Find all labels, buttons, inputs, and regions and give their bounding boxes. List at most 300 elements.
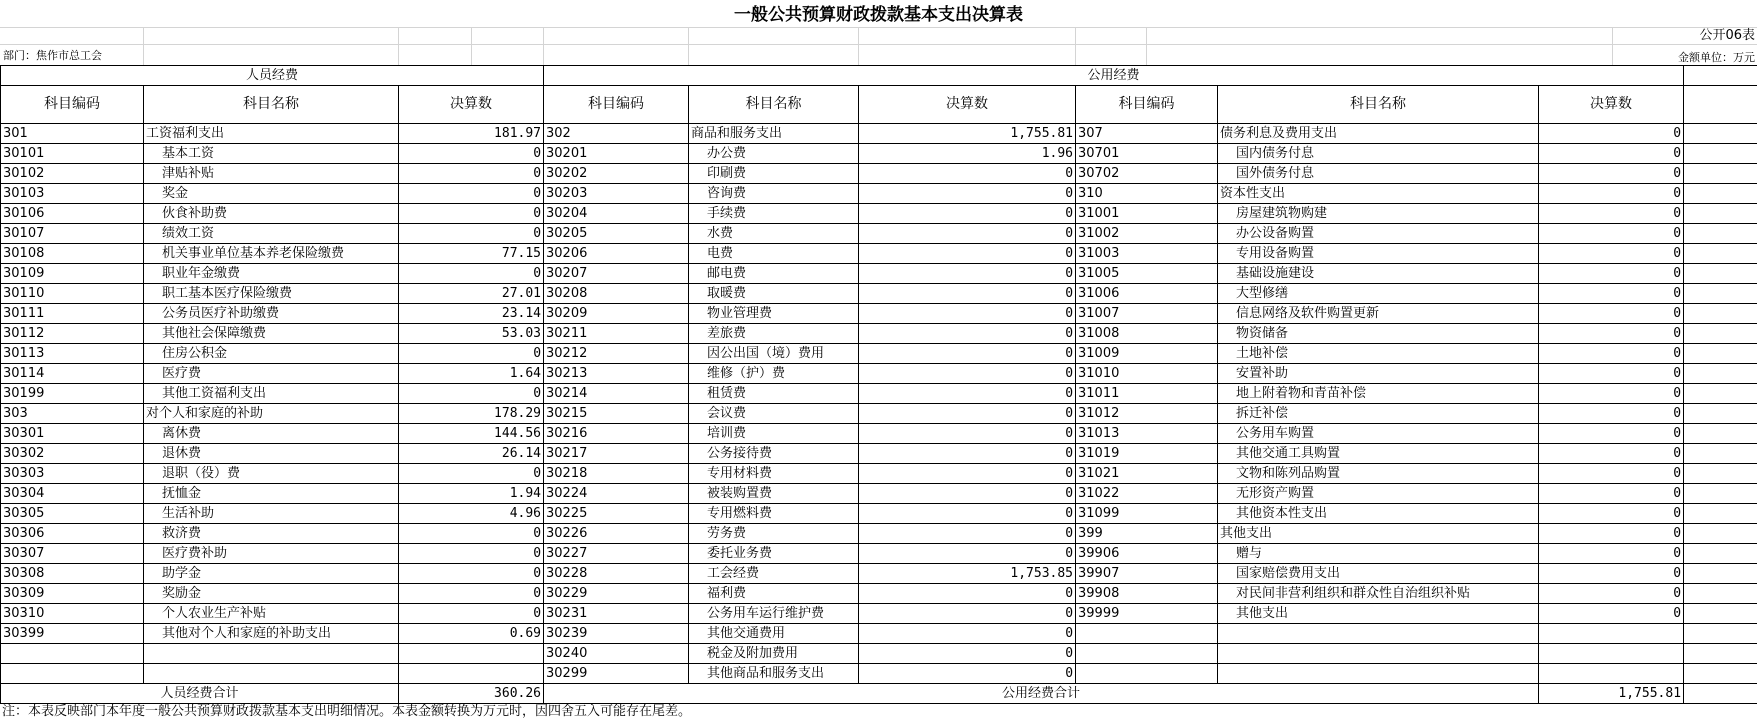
item-name — [1218, 624, 1539, 644]
table-row — [1, 484, 1757, 504]
item-amount: 0 — [399, 204, 544, 224]
item-name: 其他工资福利支出 — [144, 384, 399, 404]
item-code: 30109 — [1, 264, 144, 284]
item-code: 30211 — [544, 324, 689, 344]
empty-cell — [1684, 144, 1757, 164]
group-header-row — [1, 66, 1757, 86]
item-name: 伙食补助费 — [144, 204, 399, 224]
empty-cell — [1684, 404, 1757, 424]
table-row — [1, 224, 1757, 244]
group-personnel: 人员经费 — [1, 66, 544, 86]
item-name: 其他对个人和家庭的补助支出 — [144, 624, 399, 644]
item-amount: 0 — [1539, 424, 1684, 444]
item-amount: 0 — [1539, 144, 1684, 164]
item-amount: 23.14 — [399, 304, 544, 324]
header-code: 科目编码 — [544, 86, 689, 124]
item-code: 30215 — [544, 404, 689, 424]
item-code: 30225 — [544, 504, 689, 524]
item-name: 退休费 — [144, 444, 399, 464]
item-name: 工资福利支出 — [144, 124, 399, 144]
item-code: 399 — [1076, 524, 1218, 544]
item-amount: 53.03 — [399, 324, 544, 344]
item-code: 31007 — [1076, 304, 1218, 324]
item-amount — [399, 664, 544, 684]
item-name: 专用燃料费 — [689, 504, 859, 524]
item-amount: 0 — [399, 164, 544, 184]
item-code: 30304 — [1, 484, 144, 504]
item-code: 30204 — [544, 204, 689, 224]
item-amount: 0 — [1539, 464, 1684, 484]
item-name: 抚恤金 — [144, 484, 399, 504]
personnel-total-amount: 360.26 — [399, 684, 544, 704]
item-amount: 1,753.85 — [859, 564, 1076, 584]
item-name: 无形资产购置 — [1218, 484, 1539, 504]
unit-label: 金额单位：万元 — [1678, 51, 1755, 64]
item-name: 其他资本性支出 — [1218, 504, 1539, 524]
item-code: 302 — [544, 124, 689, 144]
item-code: 31011 — [1076, 384, 1218, 404]
item-amount: 0 — [399, 464, 544, 484]
item-name: 对民间非营利组织和群众性自治组织补贴 — [1218, 584, 1539, 604]
item-name: 专用设备购置 — [1218, 244, 1539, 264]
empty-cell — [1684, 364, 1757, 384]
item-code: 30226 — [544, 524, 689, 544]
item-code: 30217 — [544, 444, 689, 464]
table-row — [1, 244, 1757, 264]
item-code: 30231 — [544, 604, 689, 624]
item-name: 住房公积金 — [144, 344, 399, 364]
header-code: 科目编码 — [1076, 86, 1218, 124]
item-amount: 0 — [859, 264, 1076, 284]
table-row — [1, 344, 1757, 364]
item-name: 地上附着物和青苗补偿 — [1218, 384, 1539, 404]
item-code: 31013 — [1076, 424, 1218, 444]
item-amount: 0 — [399, 524, 544, 544]
item-name: 培训费 — [689, 424, 859, 444]
item-amount: 0 — [1539, 264, 1684, 284]
item-amount: 0 — [1539, 384, 1684, 404]
table-row — [1, 564, 1757, 584]
item-amount: 0 — [1539, 304, 1684, 324]
gridline — [543, 27, 544, 65]
empty-cell — [1684, 124, 1757, 144]
table-row — [1, 444, 1757, 464]
item-amount: 0 — [399, 544, 544, 564]
header-name: 科目名称 — [1218, 86, 1539, 124]
item-name: 印刷费 — [689, 164, 859, 184]
item-name: 会议费 — [689, 404, 859, 424]
item-code: 39908 — [1076, 584, 1218, 604]
table-row — [1, 424, 1757, 444]
item-code: 30216 — [544, 424, 689, 444]
item-name — [1218, 664, 1539, 684]
item-amount: 0 — [1539, 504, 1684, 524]
item-code — [1, 664, 144, 684]
item-code: 30306 — [1, 524, 144, 544]
table-row — [1, 164, 1757, 184]
item-code: 30114 — [1, 364, 144, 384]
item-amount: 0 — [399, 144, 544, 164]
item-name: 奖励金 — [144, 584, 399, 604]
item-code: 30203 — [544, 184, 689, 204]
item-name: 拆迁补偿 — [1218, 404, 1539, 424]
item-amount: 144.56 — [399, 424, 544, 444]
item-amount: 0 — [1539, 444, 1684, 464]
item-name: 维修（护）费 — [689, 364, 859, 384]
item-code — [1076, 624, 1218, 644]
gridline — [1075, 27, 1076, 65]
item-amount: 0 — [859, 244, 1076, 264]
item-amount: 0 — [859, 364, 1076, 384]
item-code: 310 — [1076, 184, 1218, 204]
item-name: 生活补助 — [144, 504, 399, 524]
item-name: 公务用车购置 — [1218, 424, 1539, 444]
empty-cell — [1684, 324, 1757, 344]
item-code: 30228 — [544, 564, 689, 584]
item-code: 30308 — [1, 564, 144, 584]
table-row — [1, 204, 1757, 224]
item-code: 30227 — [544, 544, 689, 564]
item-amount: 0 — [859, 624, 1076, 644]
item-code: 31019 — [1076, 444, 1218, 464]
table-row — [1, 664, 1757, 684]
item-amount — [399, 644, 544, 664]
empty-cell — [1684, 344, 1757, 364]
gridline — [471, 27, 472, 65]
table-row — [1, 504, 1757, 524]
item-amount: 0 — [399, 344, 544, 364]
item-name: 电费 — [689, 244, 859, 264]
item-amount: 0 — [399, 184, 544, 204]
item-name: 个人农业生产补贴 — [144, 604, 399, 624]
public-total-amount: 1,755.81 — [1539, 684, 1684, 704]
item-code: 301 — [1, 124, 144, 144]
item-amount: 0 — [859, 484, 1076, 504]
item-amount: 0 — [859, 444, 1076, 464]
item-name: 因公出国（境）费用 — [689, 344, 859, 364]
empty-cell — [1684, 564, 1757, 584]
item-amount: 0 — [399, 264, 544, 284]
item-amount: 0 — [399, 224, 544, 244]
item-code — [1076, 664, 1218, 684]
empty-cell — [1684, 66, 1757, 86]
item-name: 其他支出 — [1218, 524, 1539, 544]
item-name: 其他交通费用 — [689, 624, 859, 644]
item-amount: 0 — [859, 284, 1076, 304]
expenditure-table — [0, 65, 1757, 704]
item-amount: 0 — [859, 344, 1076, 364]
item-name: 水费 — [689, 224, 859, 244]
item-code: 303 — [1, 404, 144, 424]
item-name: 医疗费补助 — [144, 544, 399, 564]
column-header-row — [1, 86, 1757, 124]
item-code: 30206 — [544, 244, 689, 264]
gridline — [143, 27, 144, 65]
item-code: 31010 — [1076, 364, 1218, 384]
item-amount: 0 — [859, 464, 1076, 484]
header-amount: 决算数 — [399, 86, 544, 124]
item-amount: 0 — [1539, 584, 1684, 604]
item-amount: 0 — [1539, 364, 1684, 384]
item-name: 被装购置费 — [689, 484, 859, 504]
item-code: 30209 — [544, 304, 689, 324]
empty-cell — [1684, 244, 1757, 264]
item-code: 30110 — [1, 284, 144, 304]
table-row — [1, 644, 1757, 664]
empty-cell — [1684, 284, 1757, 304]
item-amount: 0 — [399, 584, 544, 604]
empty-cell — [1684, 384, 1757, 404]
table-row — [1, 584, 1757, 604]
item-name: 福利费 — [689, 584, 859, 604]
item-code: 31006 — [1076, 284, 1218, 304]
item-amount: 1.96 — [859, 144, 1076, 164]
item-amount: 0 — [859, 224, 1076, 244]
item-code: 30240 — [544, 644, 689, 664]
empty-cell — [1684, 164, 1757, 184]
table-row — [1, 464, 1757, 484]
item-amount — [1539, 624, 1684, 644]
table-row — [1, 264, 1757, 284]
gridline — [398, 27, 399, 65]
gridline — [1146, 27, 1147, 65]
item-code: 30224 — [544, 484, 689, 504]
empty-cell — [1684, 664, 1757, 684]
item-name: 其他商品和服务支出 — [689, 664, 859, 684]
item-amount: 0 — [1539, 284, 1684, 304]
item-amount: 0 — [1539, 324, 1684, 344]
item-code: 30299 — [544, 664, 689, 684]
item-name: 大型修缮 — [1218, 284, 1539, 304]
gridline — [1612, 27, 1613, 65]
empty-cell — [1684, 224, 1757, 244]
item-code: 30213 — [544, 364, 689, 384]
item-code: 30214 — [544, 384, 689, 404]
item-amount: 0 — [859, 324, 1076, 344]
item-name: 专用材料费 — [689, 464, 859, 484]
empty-cell — [1684, 464, 1757, 484]
item-code: 30108 — [1, 244, 144, 264]
item-name: 国外债务付息 — [1218, 164, 1539, 184]
item-name: 办公设备购置 — [1218, 224, 1539, 244]
item-code: 30229 — [544, 584, 689, 604]
item-code: 30310 — [1, 604, 144, 624]
group-public: 公用经费 — [544, 66, 1684, 86]
item-name: 助学金 — [144, 564, 399, 584]
item-name: 租赁费 — [689, 384, 859, 404]
item-amount: 0 — [399, 604, 544, 624]
item-amount: 0 — [1539, 544, 1684, 564]
item-code: 31022 — [1076, 484, 1218, 504]
item-code: 30112 — [1, 324, 144, 344]
item-name: 救济费 — [144, 524, 399, 544]
item-code: 31002 — [1076, 224, 1218, 244]
empty-cell — [1684, 644, 1757, 664]
item-amount: 0 — [1539, 404, 1684, 424]
item-name: 职工基本医疗保险缴费 — [144, 284, 399, 304]
empty-cell — [1684, 584, 1757, 604]
item-code: 31021 — [1076, 464, 1218, 484]
empty-cell — [1684, 484, 1757, 504]
item-amount: 27.01 — [399, 284, 544, 304]
item-amount: 0 — [399, 384, 544, 404]
item-code: 307 — [1076, 124, 1218, 144]
empty-cell — [1684, 444, 1757, 464]
item-name: 商品和服务支出 — [689, 124, 859, 144]
item-name — [1218, 644, 1539, 664]
item-amount: 181.97 — [399, 124, 544, 144]
item-name: 物业管理费 — [689, 304, 859, 324]
table-row — [1, 124, 1757, 144]
item-code: 30302 — [1, 444, 144, 464]
item-code: 30702 — [1076, 164, 1218, 184]
item-amount: 0 — [1539, 224, 1684, 244]
item-amount: 0 — [1539, 604, 1684, 624]
item-name: 医疗费 — [144, 364, 399, 384]
item-code: 30399 — [1, 624, 144, 644]
item-name: 公务员医疗补助缴费 — [144, 304, 399, 324]
item-name: 安置补助 — [1218, 364, 1539, 384]
item-code: 30106 — [1, 204, 144, 224]
item-code: 30205 — [544, 224, 689, 244]
item-name: 对个人和家庭的补助 — [144, 404, 399, 424]
table-row — [1, 404, 1757, 424]
item-amount: 0 — [859, 424, 1076, 444]
item-code — [1076, 644, 1218, 664]
item-name: 奖金 — [144, 184, 399, 204]
item-code: 30301 — [1, 424, 144, 444]
item-name: 基本工资 — [144, 144, 399, 164]
header-name: 科目名称 — [144, 86, 399, 124]
item-name: 土地补偿 — [1218, 344, 1539, 364]
item-name: 咨询费 — [689, 184, 859, 204]
item-name: 赠与 — [1218, 544, 1539, 564]
item-name — [144, 644, 399, 664]
item-amount: 0 — [1539, 184, 1684, 204]
table-row — [1, 624, 1757, 644]
item-code: 30202 — [544, 164, 689, 184]
item-code: 30701 — [1076, 144, 1218, 164]
item-code: 30207 — [544, 264, 689, 284]
header-amount: 决算数 — [859, 86, 1076, 124]
item-code: 30303 — [1, 464, 144, 484]
item-code: 30309 — [1, 584, 144, 604]
header-amount: 决算数 — [1539, 86, 1684, 124]
item-code: 39906 — [1076, 544, 1218, 564]
empty-cell — [1684, 544, 1757, 564]
item-code: 30107 — [1, 224, 144, 244]
item-amount: 0 — [1539, 164, 1684, 184]
item-code: 31005 — [1076, 264, 1218, 284]
item-code: 30201 — [544, 144, 689, 164]
item-name: 债务利息及费用支出 — [1218, 124, 1539, 144]
item-amount: 0 — [859, 604, 1076, 624]
table-row — [1, 184, 1757, 204]
item-name: 国内债务付息 — [1218, 144, 1539, 164]
item-amount: 0 — [859, 664, 1076, 684]
empty-cell — [1684, 524, 1757, 544]
header-name: 科目名称 — [689, 86, 859, 124]
item-code: 31001 — [1076, 204, 1218, 224]
department-label: 部门：焦作市总工会 — [3, 49, 102, 62]
item-code: 30101 — [1, 144, 144, 164]
item-code: 31008 — [1076, 324, 1218, 344]
item-amount: 4.96 — [399, 504, 544, 524]
item-amount: 0 — [859, 404, 1076, 424]
item-name: 劳务费 — [689, 524, 859, 544]
item-amount: 26.14 — [399, 444, 544, 464]
item-name — [144, 664, 399, 684]
item-name: 津贴补贴 — [144, 164, 399, 184]
item-amount: 0 — [859, 504, 1076, 524]
item-amount: 0 — [859, 304, 1076, 324]
item-amount: 0 — [1539, 484, 1684, 504]
empty-cell — [1684, 204, 1757, 224]
item-amount: 0 — [859, 184, 1076, 204]
item-name: 公务接待费 — [689, 444, 859, 464]
item-code: 30305 — [1, 504, 144, 524]
item-code: 30239 — [544, 624, 689, 644]
item-name: 办公费 — [689, 144, 859, 164]
item-amount: 0 — [859, 544, 1076, 564]
table-row — [1, 304, 1757, 324]
table-row — [1, 144, 1757, 164]
empty-cell — [1684, 184, 1757, 204]
item-name: 其他支出 — [1218, 604, 1539, 624]
table-row — [1, 324, 1757, 344]
item-name: 国家赔偿费用支出 — [1218, 564, 1539, 584]
item-code: 39907 — [1076, 564, 1218, 584]
table-row — [1, 604, 1757, 624]
item-name: 税金及附加费用 — [689, 644, 859, 664]
item-amount: 0 — [1539, 204, 1684, 224]
item-amount: 0 — [1539, 244, 1684, 264]
empty-cell — [1684, 684, 1757, 704]
item-name: 公务用车运行维护费 — [689, 604, 859, 624]
item-code: 30212 — [544, 344, 689, 364]
item-name: 差旅费 — [689, 324, 859, 344]
empty-cell — [1684, 86, 1757, 124]
personnel-total-label: 人员经费合计 — [1, 684, 399, 704]
table-row — [1, 284, 1757, 304]
item-name: 基础设施建设 — [1218, 264, 1539, 284]
footnote: 注：本表反映部门本年度一般公共预算财政拨款基本支出明细情况。本表金额转换为万元时，因四舍五入可能存在尾差。 — [2, 704, 692, 719]
empty-cell — [1684, 504, 1757, 524]
item-amount: 0 — [1539, 124, 1684, 144]
form-number: 公开06表 — [1699, 28, 1755, 43]
item-amount: 0 — [859, 164, 1076, 184]
item-name: 邮电费 — [689, 264, 859, 284]
public-total-label: 公用经费合计 — [544, 684, 1539, 704]
item-code — [1, 644, 144, 664]
item-amount: 1.64 — [399, 364, 544, 384]
gridline — [688, 27, 689, 65]
item-amount: 0 — [859, 524, 1076, 544]
item-code: 30102 — [1, 164, 144, 184]
item-name: 工会经费 — [689, 564, 859, 584]
item-name: 资本性支出 — [1218, 184, 1539, 204]
page-title: 一般公共预算财政拨款基本支出决算表 — [734, 5, 1023, 25]
item-name: 离休费 — [144, 424, 399, 444]
item-code: 30111 — [1, 304, 144, 324]
gridline — [0, 27, 1757, 28]
item-amount — [1539, 644, 1684, 664]
item-name: 文物和陈列品购置 — [1218, 464, 1539, 484]
item-code: 39999 — [1076, 604, 1218, 624]
item-name: 绩效工资 — [144, 224, 399, 244]
item-code: 31012 — [1076, 404, 1218, 424]
totals-row — [1, 684, 1757, 704]
